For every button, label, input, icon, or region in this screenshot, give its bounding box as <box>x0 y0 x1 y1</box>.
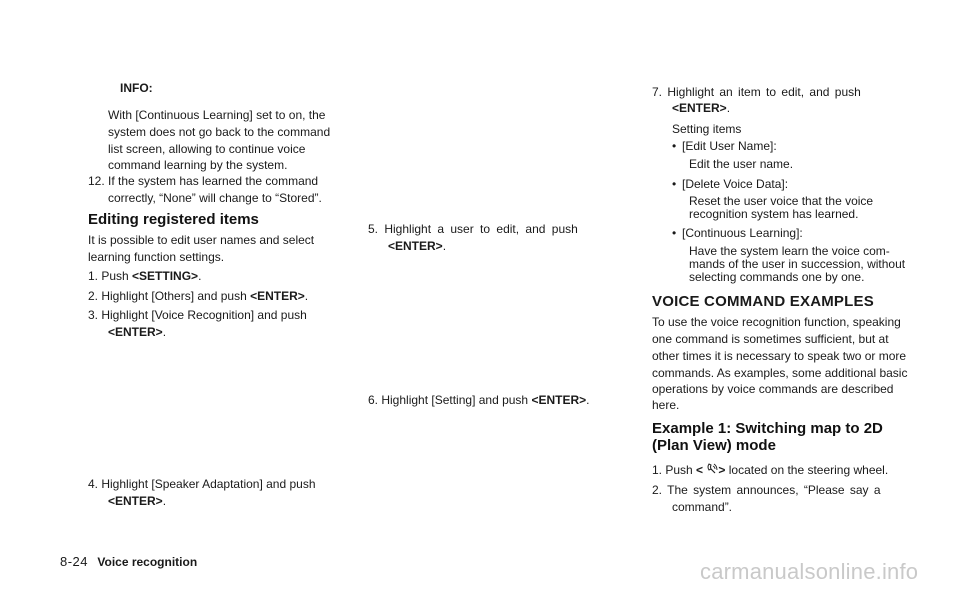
setting-items-label: Setting items <box>672 122 742 136</box>
section-line-5: operations by voice commands are described <box>652 382 894 396</box>
item-edit-user-name <box>672 138 777 155</box>
item-edit-user-name-label: [Edit User Name]: <box>682 139 777 153</box>
watermark: carmanualsonline.info <box>700 559 919 584</box>
editing-registered-items-heading: Editing registered items <box>88 211 259 228</box>
step-2-suffix: . <box>304 289 309 303</box>
enter-key: <ENTER> <box>672 101 727 115</box>
enter-key: <ENTER> <box>531 393 587 407</box>
info-text-line-4: command learning by the system. <box>108 158 288 172</box>
step-5-suffix: . <box>442 239 447 253</box>
example-step-1-suffix: located on the steering wheel. <box>725 463 889 477</box>
item-delete-voice-data <box>672 176 788 193</box>
info-text-line-2: system does not go back to the command <box>108 125 331 139</box>
example-step-1-text: 1. Push <box>652 463 697 477</box>
talk-switch-icon <box>706 463 718 475</box>
item-delete-voice-data-label: [Delete Voice Data]: <box>682 177 789 191</box>
step-7-line-2 <box>672 100 730 117</box>
example-step-2-line-2: command”. <box>672 500 733 514</box>
step-6-text: 6. Highlight [Setting] and push <box>368 393 532 407</box>
step-2-text: 2. Highlight [Others] and push <box>88 289 251 303</box>
item-delete-voice-data-desc-line-2: recognition system has learned. <box>689 207 859 221</box>
enter-key: <ENTER> <box>250 289 305 303</box>
info-text-line-3: list screen, allowing to continue voice <box>108 142 306 156</box>
enter-key: <ENTER> <box>388 239 443 253</box>
step-12-line-1: If the system has learned the command <box>108 174 319 188</box>
example-1-heading-line-2: (Plan View) mode <box>652 437 776 454</box>
page-footer <box>60 553 197 571</box>
item-continuous-learning <box>672 225 803 242</box>
step-1-text: 1. Push <box>88 269 133 283</box>
item-continuous-learning-label: [Continuous Learning]: <box>682 226 803 240</box>
step-7-line-1: 7. Highlight an item to edit, and push <box>652 85 861 99</box>
close-bracket: > <box>718 463 726 477</box>
bullet-icon: • <box>672 226 677 240</box>
step-5-line-1: 5. Highlight a user to edit, and push <box>368 222 578 236</box>
section-line-6: here. <box>652 398 680 412</box>
item-continuous-learning-desc-line-3: selecting commands one by one. <box>689 270 865 284</box>
example-1-heading-line-1: Example 1: Switching map to 2D <box>652 420 883 437</box>
open-bracket: < <box>696 463 704 477</box>
example-step-1 <box>652 462 888 479</box>
voice-command-examples-heading: VOICE COMMAND EXAMPLES <box>652 293 874 310</box>
step-1 <box>88 268 201 285</box>
section-line-1: To use the voice recognition function, speaking <box>652 315 901 329</box>
info-label: INFO: <box>120 81 153 95</box>
step-5-line-2 <box>388 238 446 255</box>
enter-key: <ENTER> <box>108 325 163 339</box>
step-1-suffix: . <box>198 269 202 283</box>
page-number: 8-24 <box>60 554 89 569</box>
example-step-2-line-1: 2. The system announces, “Please say a <box>652 483 881 497</box>
item-delete-voice-data-desc-line-1: Reset the user voice that the voice <box>689 194 874 208</box>
item-continuous-learning-desc-line-1: Have the system learn the voice com- <box>689 244 890 258</box>
step-4-line-1: 4. Highlight [Speaker Adaptation] and push <box>88 477 316 491</box>
bullet-icon: • <box>672 139 677 153</box>
section-line-4: commands. As examples, some additional basic <box>652 366 908 380</box>
step-6-suffix: . <box>586 393 590 407</box>
intro-line-2: learning function settings. <box>88 250 225 264</box>
step-3-line-2 <box>108 324 166 341</box>
step-7-suffix: . <box>726 101 731 115</box>
step-4-line-2 <box>108 493 166 510</box>
enter-key: <ENTER> <box>108 494 163 508</box>
step-12-number: 12. <box>88 174 105 188</box>
section-title: Voice recognition <box>97 555 198 569</box>
intro-line-1: It is possible to edit user names and select <box>88 233 315 247</box>
step-12-line-2: correctly, “None” will change to “Stored”. <box>108 191 322 205</box>
step-3-suffix: . <box>162 325 167 339</box>
setting-key: <SETTING> <box>132 269 199 283</box>
section-line-3: other times it is necessary to speak two or more <box>652 349 907 363</box>
bullet-icon: • <box>672 177 677 191</box>
info-text-line-1: With [Continuous Learning] set to on, the <box>108 108 326 122</box>
step-6 <box>368 392 589 409</box>
step-3-line-1: 3. Highlight [Voice Recognition] and push <box>88 308 307 322</box>
step-4-suffix: . <box>162 494 167 508</box>
step-2 <box>88 288 308 305</box>
item-edit-user-name-desc: Edit the user name. <box>689 157 794 171</box>
item-continuous-learning-desc-line-2: mands of the user in succession, without <box>689 257 906 271</box>
section-line-2: one command is sometimes sufficient, but at <box>652 332 889 346</box>
